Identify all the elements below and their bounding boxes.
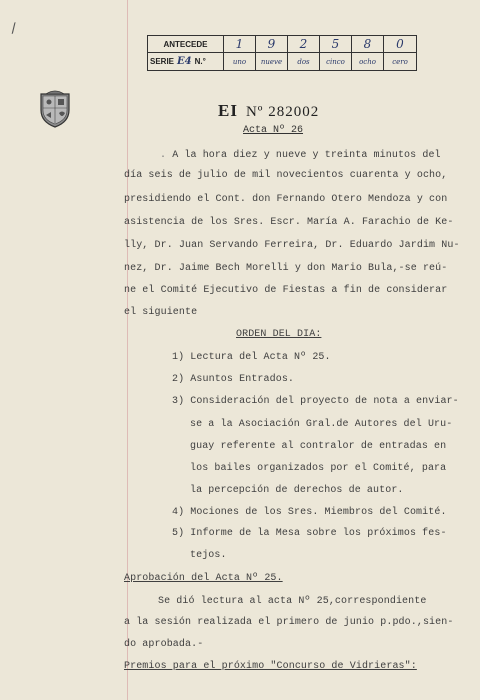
document-number	[218, 101, 319, 121]
ref-word: nueve	[256, 53, 288, 70]
agenda-item: la percepción de derechos de autor.	[190, 485, 404, 496]
text-line: a la sesión realizada el primero de junio p.pdo.,sien-	[124, 617, 454, 628]
text-line: presidiendo el Cont. don Fernando Otero Mendoza y con	[124, 194, 448, 205]
antecede-label: ANTECEDE	[148, 36, 224, 53]
text-line: do aprobada.-	[124, 639, 204, 650]
ref-word: dos	[288, 53, 320, 70]
orden-title: ORDEN DEL DIA:	[236, 329, 322, 340]
coat-of-arms-seal	[38, 88, 72, 128]
text-line: lly, Dr. Juan Servando Ferreira, Dr. Eduardo Jardim Nu-	[124, 240, 460, 251]
doc-number-value: Nº 282002	[245, 104, 320, 120]
text-line: . A la hora diez y nueve y treinta minutos del	[160, 150, 441, 161]
ref-word: cinco	[320, 53, 352, 70]
reference-table	[147, 35, 417, 71]
ref-word: ocho	[352, 53, 384, 70]
text-line: nez, Dr. Jaime Bech Morelli y don Mario Bula,-se reú-	[124, 263, 448, 274]
aprobacion-title: Aprobación del Acta Nº 25.	[124, 573, 283, 584]
margin-rule	[127, 0, 128, 700]
agenda-item: guay referente al contralor de entradas en	[190, 441, 447, 452]
serie-number: E4	[177, 56, 192, 67]
n-label: N.°	[194, 57, 206, 66]
agenda-item: 1) Lectura del Acta Nº 25.	[172, 352, 331, 363]
ref-digit: 5	[320, 36, 352, 53]
ref-digit: 1	[224, 36, 256, 53]
text-line: ne el Comité Ejecutivo de Fiestas a fin de considerar	[124, 285, 448, 296]
premios-title: Premios para el próximo "Concurso de Vidrieras":	[124, 661, 417, 672]
agenda-item: 4) Mociones de los Sres. Miembros del Comité.	[172, 507, 447, 518]
ref-digit: 8	[352, 36, 384, 53]
text-line: el siguiente	[124, 307, 198, 318]
agenda-item: 5) Informe de la Mesa sobre los próximos fes-	[172, 528, 447, 539]
ref-digit: 9	[256, 36, 288, 53]
serie-cell	[148, 53, 224, 70]
agenda-item: tejos.	[190, 550, 227, 561]
doc-prefix: EI	[218, 101, 238, 120]
ref-word: uno	[224, 53, 256, 70]
ref-digit: 0	[384, 36, 416, 53]
serie-label: SERIE	[150, 57, 175, 66]
agenda-item: los bailes organizados por el Comité, para	[190, 463, 447, 474]
text-line: Se dió lectura al acta Nº 25,correspondiente	[158, 596, 427, 607]
ref-digit: 2	[288, 36, 320, 53]
agenda-item: 2) Asuntos Entrados.	[172, 374, 295, 385]
text-line: día seis de julio de mil novecientos cuarenta y ocho,	[124, 170, 448, 181]
agenda-item: 3) Consideración del proyecto de nota a enviar-	[172, 396, 459, 407]
text-line: asistencia de los Sres. Escr. María A. Farachio de Ke-	[124, 217, 454, 228]
agenda-item: se a la Asociación Gral.de Autores del Uru-	[190, 419, 453, 430]
ref-word: cero	[392, 57, 408, 66]
acta-title: Acta Nº 26	[243, 125, 304, 136]
corner-pencil-mark: /	[8, 21, 21, 39]
